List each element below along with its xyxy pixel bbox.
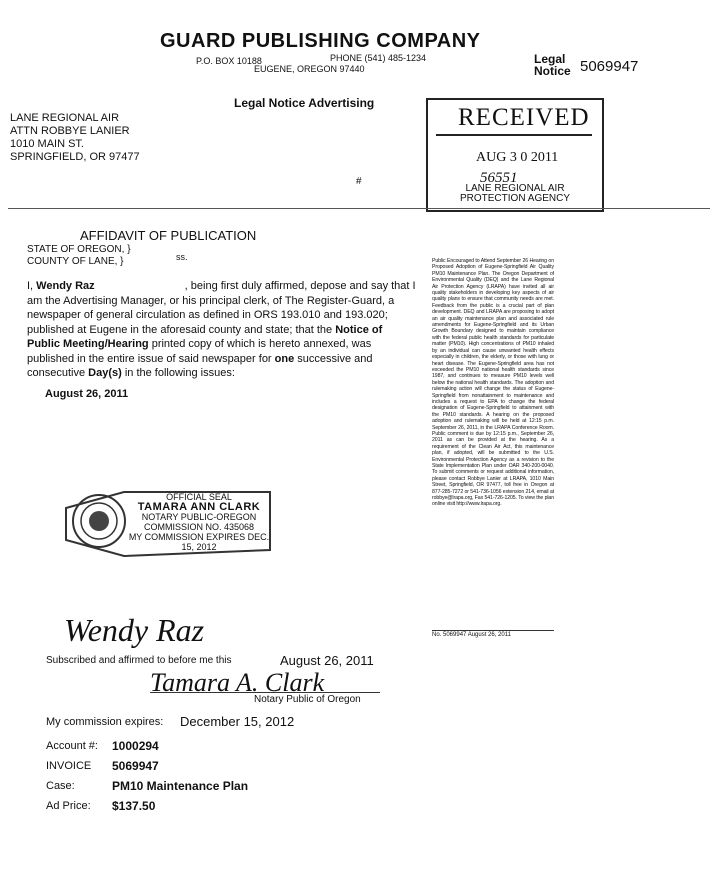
stamp-org: LANE REGIONAL AIR PROTECTION AGENCY [459,183,570,204]
body-text: I, [27,280,37,292]
divider [8,208,710,209]
legal-notice-label: Legal Notice [534,52,571,78]
company-name: GUARD PUBLISHING COMPANY [160,30,481,52]
po-box: P.O. BOX 10188 [196,56,262,66]
seal-line: COMMISSION NO. 435068 [143,522,255,532]
publication-count: one [274,352,295,365]
ss-label: ss. [176,252,188,262]
commission-label: My commission expires: [46,716,164,728]
phone: PHONE (541) 485-1234 [330,53,427,63]
commission-date: December 15, 2012 [180,714,295,729]
ad-price-label: Ad Price: [46,800,91,812]
issue-date: August 26, 2011 [45,388,129,400]
state-seal-icon [72,494,126,548]
stamp-divider [436,134,592,136]
body-text: in the following issues: [121,367,235,379]
affidavit-title: AFFIDAVIT OF PUBLICATION [80,228,257,243]
body-text: successive and consecutive [27,352,373,379]
affidavit-body [27,279,417,381]
seal-notary-name: TAMARA ANN CLARK [137,501,261,513]
body-text: , being first duly affirmed, depose and say that I am the Advertising Manager, or his principal clerk, of The Register-Guard, a newspaper of general circulation as defined in ORS 193.010 and 193.020; published at Eugene in the aforesaid county and state; that the [27,280,416,336]
clipping-footer: No. 5069947 August 26, 2011 [432,630,554,638]
affiant-signature: Wendy Raz [64,612,205,648]
subscribed-label: Subscribed and affirmed to before me this [46,655,232,666]
seal-line: NOTARY PUBLIC-OREGON [141,512,257,522]
newspaper-clipping [432,258,554,638]
legal-notice-number: 5069947 [580,58,639,75]
affiant-name: Wendy Raz [36,280,95,292]
publication-unit: Day(s) [88,367,122,379]
notary-seal [64,490,272,558]
address-line: SPRINGFIELD, OR 97477 [10,151,140,163]
address-line: ATTN ROBBYE LANIER [10,125,130,137]
invoice-value: 5069947 [112,759,159,773]
received-stamp [426,98,604,212]
advertising-title: Legal Notice Advertising [234,96,375,110]
seal-line: MY COMMISSION EXPIRES DEC. 15, 2012 [128,532,270,552]
notary-signature: Tamara A. Clark [150,668,325,697]
invoice-label: INVOICE [46,760,92,772]
body-text: printed copy of which is hereto annexed, was published in the entire issue of said newspaper for [27,338,372,365]
seal-emblem [74,496,124,546]
mailing-address [10,112,140,164]
case-label: Case: [46,780,75,792]
notice-title: Notice of Public Meeting/Hearing [27,323,383,350]
account-label: Account #: [46,740,98,752]
hash-mark: # [356,176,362,187]
venue-county: COUNTY OF LANE, } [27,256,124,267]
account-value: 1000294 [112,739,159,753]
venue-state: STATE OF OREGON, } [27,244,131,255]
address-line: LANE REGIONAL AIR [10,112,120,124]
stamp-date: AUG 3 0 2011 [476,150,559,165]
city: EUGENE, OREGON 97440 [254,64,365,74]
clipping-text: Public Encouraged to Attend September 26 Hearing on Proposed Adoption of Eugene-Springfield Air Quality PM10 Maintenance Plan. The Oregon Department of Environmental Quality (DEQ) and the Lane Regional Air Protection Agency (LRAPA) have invited all air quality stakeholders in developing key aspects of air quality plans to ensure that community needs are met. Feedback from the public is a crucial part of plan development. DEQ and LRAPA are proposing to adopt an air quality maintenance plan and associated rule amendments for Eugene-Springfield and its Urban Growth Boundary designed to maintain compliance with the federal public health standards for particulate matter (PM10). High concentrations of PM10 inhaled by an individual can cause unwanted health effects especially in children, the elderly, or those with lung or heart disease. The Eugene-Springfield area has not exceeded the PM10 national health standards since 1987, and continues to measure PM10 levels well below the national health standards. The adoption and rulemaking action will change the status of Eugene-Springfield from nonattainment to maintenance and includes a request to EPA to change the federal designation of Eugene-Springfield to attainment with the PM10 standards. A hearing on the proposed adoption and rulemaking will be held at 12:15 p.m. September 26, 2011, in the LRAPA Conference Room. Public comment is due by 12:15 p.m., September 26, 2011 as can be provided at the hearing. As a requirement of the Clean Air Act, this maintenance plan, if adopted, will be submitted to the U.S. Environmental Protection Agency as a revision to the State Implementation Plan under OAR 340-200-0040. To submit comments or request additional information, please contact Robbye Lanier at LRAPA, 1010 Main Street, Springfield, OR 97477, toll free in Oregon at 877-285-7272 or 541-736-1056 extension 214, email at robbye@lrapa.org, Fax 541-726-1205. To view the plan online visit http://www.lrapa.org. [432,258,554,508]
stamp-title: RECEIVED [458,104,590,131]
subscribed-date: August 26, 2011 [280,653,374,668]
notary-label: Notary Public of Oregon [254,694,361,705]
address-line: 1010 MAIN ST. [10,138,84,150]
seal-text [124,492,274,552]
stamp-handwritten-number: 56551 [480,170,518,186]
signature-line [150,692,380,693]
seal-official: OFFICIAL SEAL [166,492,232,502]
case-value: PM10 Maintenance Plan [112,779,249,793]
ad-price-value: $137.50 [112,799,156,813]
venue [27,244,131,268]
